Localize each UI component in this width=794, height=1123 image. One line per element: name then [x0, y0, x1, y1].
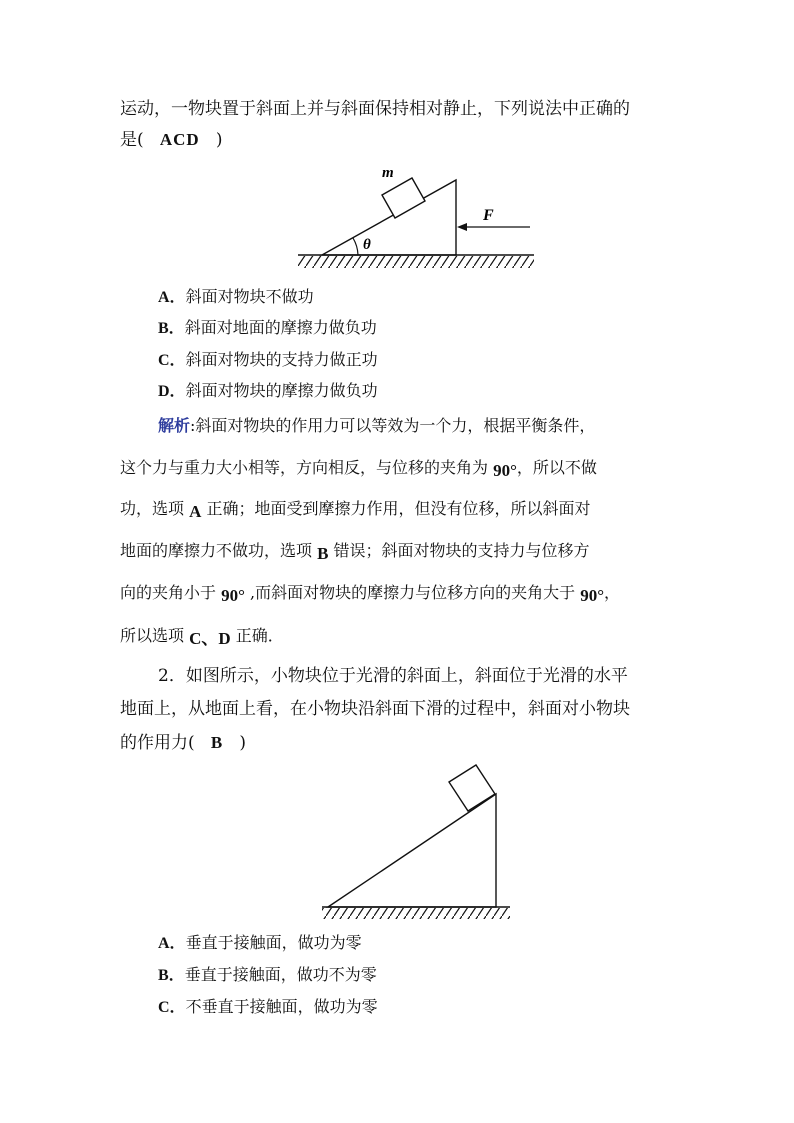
- block-m: [382, 178, 425, 218]
- q2-option-c: C．不垂直于接触面，做功为零: [158, 997, 378, 1016]
- solution-line-3: 功，选项 A 正确；地面受到摩擦力作用，但没有位移，所以斜面对: [120, 499, 591, 521]
- solution-line-6: 所以选项 C、D 正确．: [120, 626, 284, 648]
- q1-stem-line-2: 是( ACD ): [120, 130, 223, 150]
- q1-stem-line-1: 运动，一物块置于斜面上并与斜面保持相对静止，下列说法中正确的: [120, 99, 630, 119]
- q1-option-c: C．斜面对物块的支持力做正功: [158, 350, 378, 369]
- solution-line-4: 地面的摩擦力不做功，选项 B 错误；斜面对物块的支持力与位移方: [120, 541, 590, 563]
- q1-option-a: A．斜面对物块不做功: [158, 287, 314, 306]
- q2-stem-line-1: 2．如图所示，小物块位于光滑的斜面上，斜面位于光滑的水平: [158, 666, 628, 686]
- ground-hatch: [322, 908, 510, 919]
- ground-hatch: [298, 256, 534, 268]
- solution-line-5: 向的夹角小于 90° ,而斜面对物块的摩擦力与位移方向的夹角大于 90°，: [120, 583, 621, 605]
- block: [449, 765, 495, 811]
- solution-line-1: 解析:斜面对物块的作用力可以等效为一个力，根据平衡条件，: [158, 416, 596, 435]
- q2-incline-figure: [318, 760, 518, 920]
- q1-answer: ACD: [159, 130, 200, 149]
- q1-option-b: B．斜面对地面的摩擦力做负功: [158, 318, 377, 337]
- q2-option-a: A．垂直于接触面，做功为零: [158, 933, 362, 952]
- arrow-head: [457, 223, 467, 231]
- incline-wedge: [328, 794, 496, 907]
- theta-arc: [353, 238, 358, 255]
- label-m: m: [382, 165, 394, 181]
- q2-option-b: B．垂直于接触面，做功不为零: [158, 965, 377, 984]
- label-theta: θ: [363, 237, 371, 253]
- q1-incline-figure: [290, 158, 540, 273]
- solution-line-2: 这个力与重力大小相等，方向相反，与位移的夹角为 90°，所以不做: [120, 458, 597, 480]
- solution-heading: 解析: [158, 416, 191, 435]
- q2-answer: B: [210, 733, 224, 752]
- q1-option-d: D．斜面对物块的摩擦力做负功: [158, 381, 378, 400]
- q2-stem-line-3: 的作用力( B ): [120, 733, 247, 753]
- q2-stem-line-2: 地面上，从地面上看，在小物块沿斜面下滑的过程中，斜面对小物块: [120, 699, 630, 719]
- label-F: F: [483, 207, 494, 224]
